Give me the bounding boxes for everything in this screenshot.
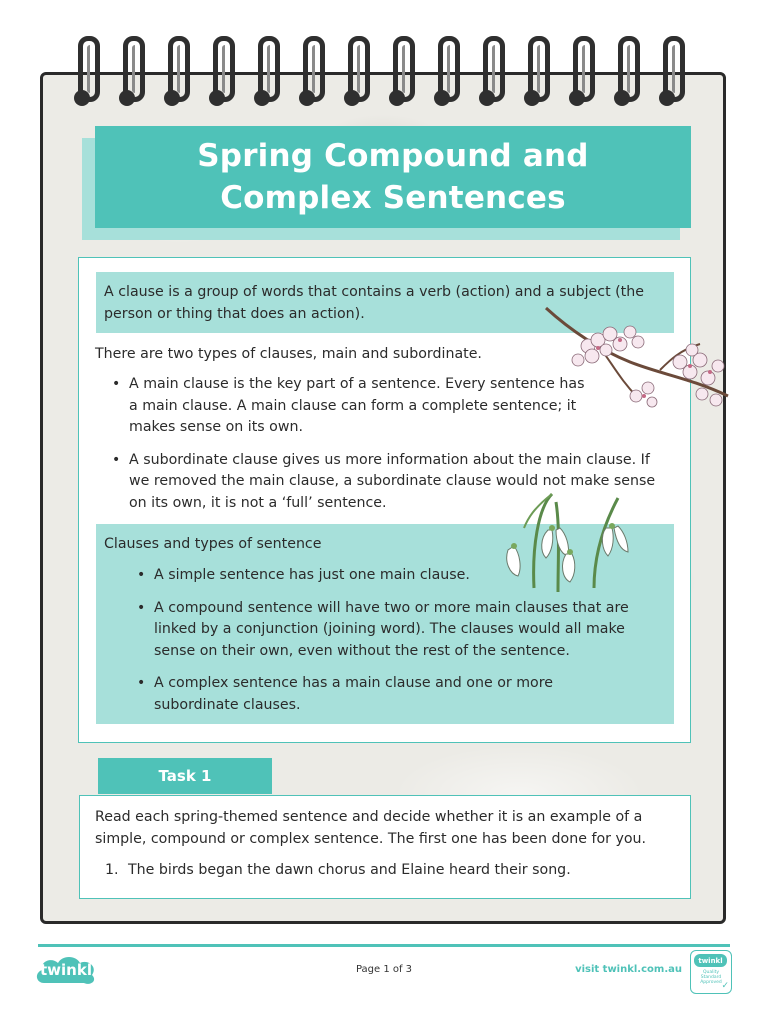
badge-subtext: Quality Standard Approved: [700, 970, 722, 985]
page-number: Page 1 of 3: [355, 964, 413, 975]
bullet-text: A main clause is the key part of a sentence. Every sentence has a main clause. A main clause can form a complete sentence; it makes sense on its own.: [129, 376, 585, 435]
ring: [573, 36, 595, 102]
ring: [663, 36, 685, 102]
title-line-2: Complex Sentences: [220, 180, 566, 216]
ring: [528, 36, 550, 102]
list-item: [137, 673, 574, 716]
clause-intro: There are two types of clauses, main and subordinate.: [95, 346, 482, 362]
check-icon: ✓: [721, 981, 729, 991]
visit-link[interactable]: visit twinkl.com.au: [575, 964, 682, 975]
footer-divider: [38, 944, 730, 947]
bullet-text: A compound sentence will have two or more main clauses that are linked by a conjunction (joining word). The clauses would all make sense on their own, even without the rest of the sentence.: [154, 599, 629, 659]
task-instructions: Read each spring-themed sentence and decide whether it is an example of a simple, compound or complex sentence. The first one has been done for you.: [95, 809, 647, 847]
ring: [78, 36, 100, 102]
sentence-types-heading: Clauses and types of sentence: [104, 536, 322, 552]
bullet-icon: •: [137, 675, 146, 691]
bullet-icon: •: [112, 376, 121, 392]
ring: [483, 36, 505, 102]
logo-text: twinkl: [40, 961, 92, 979]
task-item-text: The birds began the dawn chorus and Elaine heard their song.: [128, 862, 571, 878]
ring: [618, 36, 640, 102]
bullet-icon: •: [137, 567, 146, 583]
task-1-tab: Task 1: [98, 758, 272, 794]
snowdrop-illustration: [494, 488, 644, 592]
badge-label: twinkl: [694, 954, 727, 967]
bullet-icon: •: [112, 451, 121, 468]
bullet-text: A complex sentence has a main clause and one or more subordinate clauses.: [154, 675, 553, 713]
ring: [303, 36, 325, 102]
ring: [258, 36, 280, 102]
cherry-blossom-illustration: [540, 300, 732, 420]
ring: [213, 36, 235, 102]
title-line-1: Spring Compound and: [197, 138, 589, 174]
bullet-icon: •: [137, 599, 146, 616]
list-item: [112, 374, 589, 439]
list-item: [137, 598, 664, 663]
ring: [168, 36, 190, 102]
quality-badge-icon: [690, 950, 732, 994]
ring: [438, 36, 460, 102]
clause-definition: A clause is a group of words that contains a verb (action) and a subject (the person or thing that does an action).: [96, 272, 674, 333]
page-title: [95, 126, 691, 228]
bullet-text: A simple sentence has just one main clause.: [154, 567, 470, 583]
task-item-number: 1.: [105, 862, 119, 878]
ring: [123, 36, 145, 102]
binder-rings: [0, 36, 768, 108]
ring: [393, 36, 415, 102]
task-item: [105, 860, 571, 880]
bullet-text: A subordinate clause gives us more information about the main clause. If we removed the main clause, a subordinate clause would not make sense on its own, it is not a ‘full’ sentence.: [129, 451, 656, 511]
task-box: [79, 795, 691, 899]
ring: [348, 36, 370, 102]
